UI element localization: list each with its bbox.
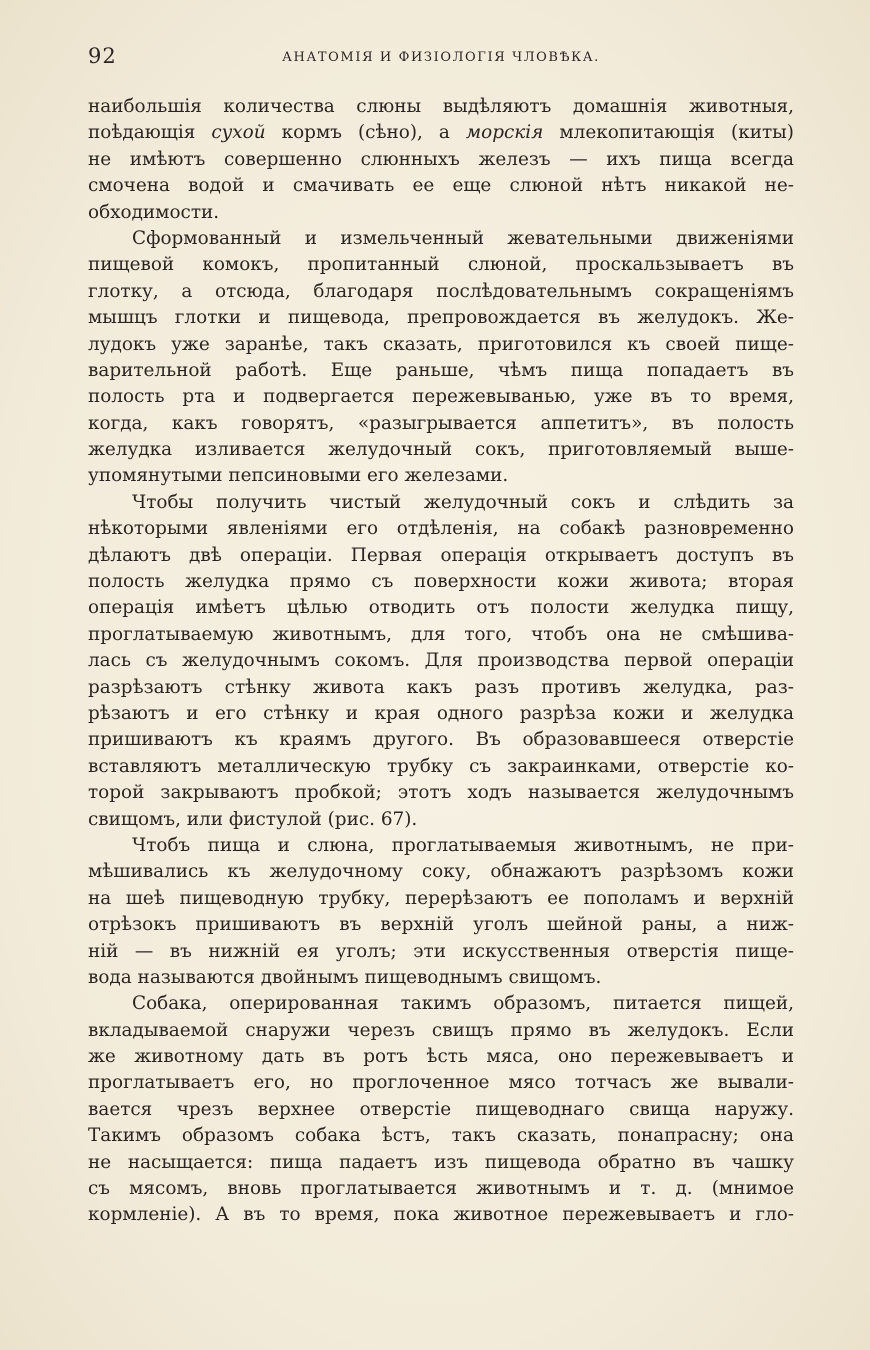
text-line: наибольшія количества слюны выдѣляютъ домашнія животныя,	[88, 96, 794, 117]
text-line: пищевой комокъ, пропитанный слюной, проскальзываетъ въ	[88, 254, 794, 276]
text-line: же животному дать въ ротъ ѣсть мяса, оно пережевываетъ и	[88, 1046, 794, 1068]
text-line: мѣшивались къ желудочному соку, обнажаютъ разрѣзомъ кожи	[88, 861, 794, 883]
text-line: вкладываемой снаружи черезъ свищъ прямо въ желудокъ. Если	[88, 1019, 794, 1041]
text-line: вается чрезъ верхнее отверстіе пищеводнаго свища наружу.	[88, 1098, 794, 1120]
running-head: АНАТОМІЯ И ФИЗІОЛОГІЯ ЧЛОВѢКА.	[282, 50, 600, 65]
paragraph-start: Чтобы получить чистый желудочный сокъ и слѣдить за	[132, 491, 794, 513]
body-text	[88, 94, 794, 1229]
text-line: упомянутыми пепсиновыми его железами.	[88, 465, 509, 487]
text-line: проглатываемую животнымъ, для того, чтобъ она не смѣшива-	[88, 623, 794, 645]
text-line: отрѣзокъ пришиваютъ въ верхній уголъ шейной раны, а ниж-	[88, 914, 794, 936]
text-line-with-italics	[88, 120, 794, 146]
page-header	[88, 44, 794, 74]
text-line: когда, какъ говорятъ, «разыгрывается аппетитъ», въ полость	[88, 412, 794, 434]
text-line: на шеѣ пищеводную трубку, перерѣзаютъ ее пополамъ и верхній	[88, 887, 794, 909]
text-line: рѣзаютъ и его стѣнку и края одного разрѣза кожи и желудка	[88, 702, 794, 724]
text-line: лудокъ уже заранѣе, такъ сказать, приготовился къ своей пище-	[88, 333, 794, 355]
text-line: съ мясомъ, вновь проглатывается животнымъ и т. д. (мнимое	[88, 1178, 794, 1200]
paragraph-start: Собака, оперированная такимъ образомъ, питается пищей,	[132, 993, 794, 1015]
text-fragment: млекопитающія (киты)	[559, 122, 794, 144]
text-line: полость желудка прямо съ поверхности кожи живота; вторая	[88, 571, 794, 593]
text-line: проглатываетъ его, но проглоченное мясо тотчасъ же вывали-	[88, 1072, 794, 1094]
text-line: лась съ желудочнымъ сокомъ. Для производства первой операціи	[88, 650, 794, 672]
text-line: разрѣзаютъ стѣнку живота какъ разъ противъ желудка, раз-	[88, 676, 794, 698]
text-line: пришиваютъ къ краямъ другого. Въ образовавшееся отверстіе	[88, 729, 794, 751]
italic-word: морскія	[465, 122, 544, 144]
text-line: вода называются двойнымъ пищеводнымъ свищомъ.	[88, 966, 602, 988]
paragraph-start: Сформованный и измельченный жевательными движеніями	[132, 227, 794, 249]
text-line: нѣкоторыми явленіями его отдѣленія, на собакѣ разновременно	[88, 518, 794, 540]
text-line: операція имѣетъ цѣлью отводить отъ полости желудка пищу,	[88, 597, 794, 619]
paragraph-start: Чтобъ пища и слюна, проглатываемыя животнымъ, не при-	[132, 834, 794, 856]
text-line: кормленіе). А въ то время, пока животное пережевываетъ и гло-	[88, 1204, 794, 1226]
text-line: торой закрываютъ пробкой; этотъ ходъ называется желудочнымъ	[88, 782, 794, 804]
text-line: не насыщается: пища падаетъ изъ пищевода обратно въ чашку	[88, 1151, 794, 1173]
text-line: смочена водой и смачивать ее еще слюной нѣтъ никакой не-	[88, 175, 794, 197]
text-line: свищомъ, или фистулой (рис. 67).	[88, 808, 418, 830]
text-line: желудка изливается желудочный сокъ, приготовляемый выше-	[88, 439, 794, 461]
text-line: глотку, а отсюда, благодаря послѣдовательнымъ сокращеніямъ	[88, 280, 794, 302]
text-line: мышцъ глотки и пищевода, препровождается въ желудокъ. Же-	[88, 307, 794, 329]
text-line: полость рта и подвергается пережевыванью, уже въ то время,	[88, 386, 794, 408]
text-line: ній — въ нижній ея уголъ; эти искусственныя отверстія пище-	[88, 940, 794, 962]
text-line: не имѣютъ совершенно слюнныхъ железъ — ихъ пища всегда	[88, 148, 794, 170]
text-fragment: кормъ (сѣно), а	[281, 122, 450, 144]
text-line: вставляютъ металлическую трубку съ закраинками, отверстіе ко-	[88, 755, 794, 777]
text-line: дѣлаютъ двѣ операціи. Первая операція открываетъ доступъ въ	[88, 544, 794, 566]
text-line: обходимости.	[88, 201, 220, 223]
italic-word: сухой	[211, 122, 266, 144]
text-line: Такимъ образомъ собака ѣстъ, такъ сказать, понапрасну; она	[88, 1125, 794, 1147]
text-line: варительной работѣ. Еще раньше, чѣмъ пища попадаетъ въ	[88, 359, 794, 381]
text-fragment: поѣдающія	[88, 122, 196, 144]
page-number: 92	[88, 44, 117, 68]
